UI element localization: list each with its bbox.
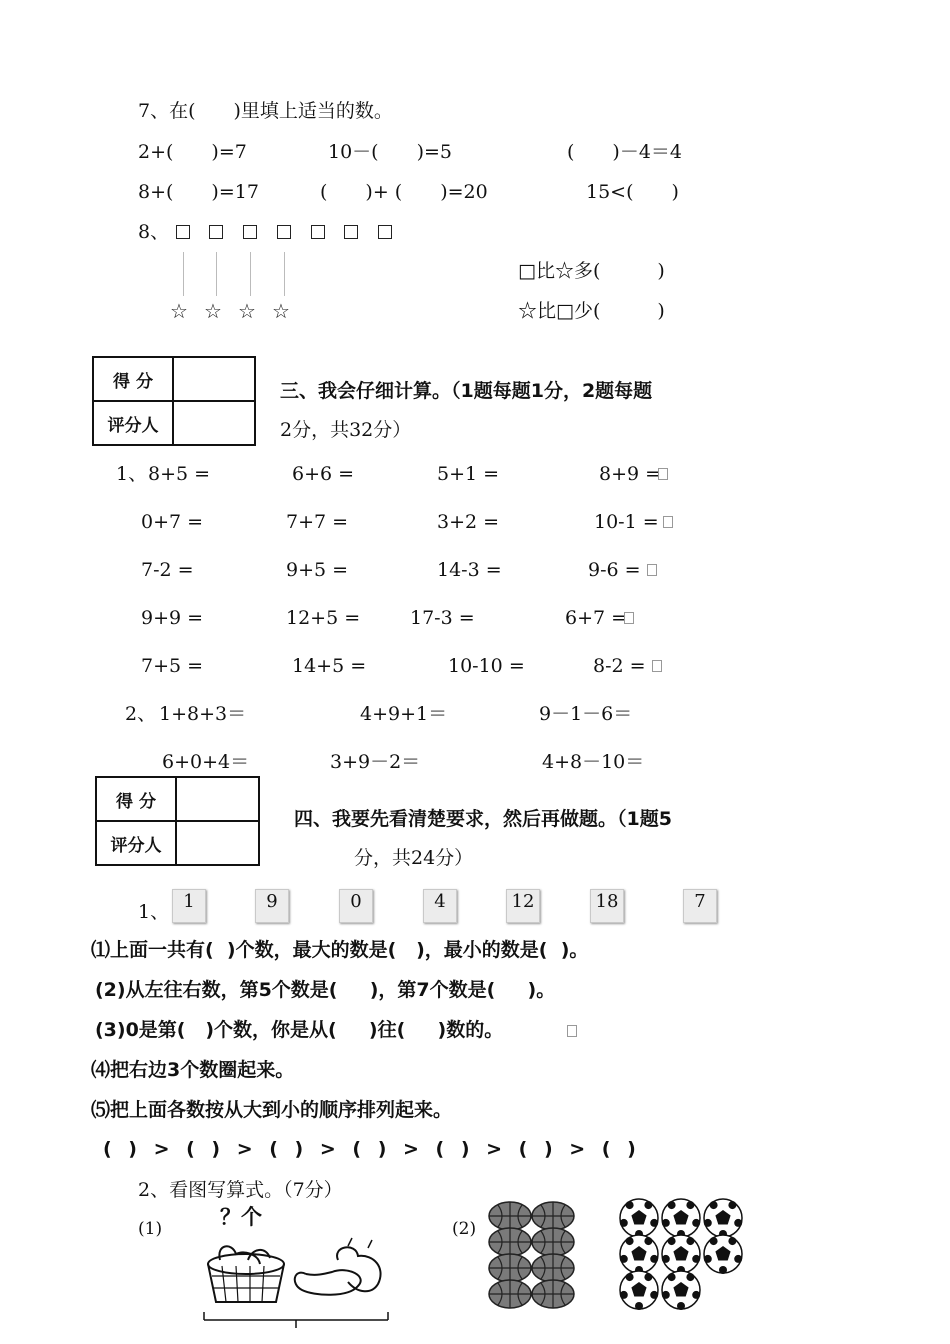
- calc-item: 4+8－10＝: [542, 751, 645, 773]
- basketball-icon: [532, 1228, 574, 1256]
- square-shape: [378, 225, 392, 239]
- calc-item: 14-3 =: [437, 559, 502, 581]
- soccer-ball-icon: [704, 1235, 742, 1274]
- grader-input-cell[interactable]: [177, 822, 258, 864]
- basketballs-illustration: [486, 1198, 586, 1310]
- calc-item: 6+7 =: [565, 607, 628, 629]
- q8-compare-2: ☆比□少( ): [518, 300, 665, 322]
- section3-title: 三、我会仔细计算。（1题每题1分，2题每题: [280, 380, 653, 402]
- basketball-icon: [532, 1254, 574, 1282]
- calc-item: 9+5 =: [286, 559, 349, 581]
- calc-item: 7+7 =: [286, 511, 349, 533]
- basketball-icon: [489, 1228, 531, 1256]
- calc-item: 3+9－2＝: [330, 751, 421, 773]
- grader-label: 评分人: [94, 402, 174, 444]
- score-input-cell[interactable]: [174, 358, 254, 402]
- q8-label: 8、: [138, 221, 170, 243]
- q7-eq: ( )+ ( )=20: [320, 181, 488, 203]
- score-box: [92, 356, 256, 446]
- placeholder-box: [663, 516, 673, 528]
- calc-item: 1+8+3＝: [159, 703, 247, 725]
- section4-p1-label: 1、: [138, 901, 170, 923]
- soccer-ball-icon: [662, 1199, 700, 1238]
- calc-item: 14+5 =: [292, 655, 367, 677]
- calc-item: 7+5 =: [141, 655, 204, 677]
- bracket-line: [204, 1312, 388, 1328]
- calc-item: 9－1－6＝: [539, 703, 633, 725]
- square-shape: [311, 225, 325, 239]
- calc-item: 6+6 =: [292, 463, 355, 485]
- basketball-icon: [489, 1254, 531, 1282]
- q7-eq: ( )－4＝4: [567, 141, 683, 163]
- calc-item: 12+5 =: [286, 607, 361, 629]
- number-card: 0: [339, 889, 373, 923]
- placeholder-box: [567, 1025, 577, 1037]
- calc-item: 5+1 =: [437, 463, 500, 485]
- q7-title: 7、在( )里填上适当的数。: [138, 100, 393, 122]
- soccer-ball-icon: [662, 1235, 700, 1274]
- calc-item: 8-2 =: [593, 655, 646, 677]
- star-icon: ☆: [170, 299, 188, 323]
- square-shape: [277, 225, 291, 239]
- basket-pears-illustration: [198, 1232, 398, 1340]
- soccer-ball-icon: [620, 1235, 658, 1274]
- star-icon: ☆: [238, 299, 256, 323]
- connector-line: [183, 252, 184, 296]
- section3-title-cont: 2分，共32分）: [280, 419, 412, 441]
- grader-input-cell[interactable]: [174, 402, 254, 444]
- calc-item: 7-2 =: [141, 559, 194, 581]
- calc-item: 0+7 =: [141, 511, 204, 533]
- square-shape: [243, 225, 257, 239]
- basket-icon: [208, 1264, 284, 1302]
- calc-item: 10-1 =: [594, 511, 659, 533]
- section4-title: 四、我要先看清楚要求，然后再做题。（1题5: [294, 808, 672, 830]
- picture-1-question: ？个: [220, 1205, 262, 1229]
- score-label: 得 分: [94, 358, 174, 402]
- q7-eq: 15<( ): [586, 181, 679, 203]
- basketball-icon: [489, 1202, 531, 1230]
- calc-item: 6+0+4＝: [162, 751, 250, 773]
- number-card: 12: [506, 889, 540, 923]
- order-answer-row: ( ) > ( ) > ( ) > ( ) > ( ) > ( ) > ( ): [103, 1138, 636, 1160]
- soccer-ball-icon: [704, 1199, 742, 1238]
- star-icon: ☆: [204, 299, 222, 323]
- section4-title-cont: 分，共24分）: [354, 847, 474, 869]
- basketball-icon: [532, 1280, 574, 1308]
- placeholder-box: [652, 660, 662, 672]
- number-card: 4: [423, 889, 457, 923]
- number-card: 7: [683, 889, 717, 923]
- placeholder-box: [647, 564, 657, 576]
- calc-item: 3+2 =: [437, 511, 500, 533]
- grader-label: 评分人: [97, 822, 177, 864]
- section3-p1-label: 1、: [116, 463, 148, 485]
- calc-item: 17-3 =: [410, 607, 475, 629]
- calc-item: 8+9 =: [599, 463, 662, 485]
- q8-compare-1: □比☆多( ): [518, 260, 665, 282]
- connector-line: [250, 252, 251, 296]
- section3-p2-label: 2、: [125, 703, 157, 725]
- sub-question-4: ⑷把右边3个数圈起来。: [91, 1059, 295, 1081]
- score-label: 得 分: [97, 778, 177, 822]
- star-icon: ☆: [272, 299, 290, 323]
- square-shape: [176, 225, 190, 239]
- calc-item: 4+9+1＝: [360, 703, 448, 725]
- soccer-ball-icon: [620, 1271, 658, 1310]
- score-input-cell[interactable]: [177, 778, 258, 822]
- soccer-balls-illustration: [614, 1198, 750, 1310]
- sub-question-5: ⑸把上面各数按从大到小的顺序排列起来。: [91, 1099, 453, 1121]
- placeholder-box: [658, 468, 668, 480]
- section4-p2-title: 2、看图写算式。（7分）: [138, 1179, 343, 1201]
- number-card: 1: [172, 889, 206, 923]
- picture-2-label: (2): [452, 1219, 477, 1239]
- square-shape: [209, 225, 223, 239]
- sub-question-3: (3)0是第( )个数，你是从( )往( )数的。: [95, 1019, 504, 1041]
- soccer-ball-icon: [620, 1199, 658, 1238]
- basketball-icon: [489, 1280, 531, 1308]
- q7-eq: 8+( )=17: [138, 181, 259, 203]
- sub-question-1: ⑴上面一共有( )个数，最大的数是( )，最小的数是( )。: [91, 939, 589, 961]
- square-shape: [344, 225, 358, 239]
- calc-item: 8+5 =: [148, 463, 211, 485]
- connector-line: [216, 252, 217, 296]
- calc-item: 9+9 =: [141, 607, 204, 629]
- placeholder-box: [624, 612, 634, 624]
- q7-eq: 2+( )=7: [138, 141, 247, 163]
- calc-item: 9-6 =: [588, 559, 641, 581]
- number-card: 9: [255, 889, 289, 923]
- soccer-ball-icon: [662, 1271, 700, 1310]
- sub-question-2: (2)从左往右数，第5个数是( )，第7个数是( )。: [95, 979, 556, 1001]
- basketball-icon: [532, 1202, 574, 1230]
- picture-1-label: (1): [138, 1219, 163, 1239]
- connector-line: [284, 252, 285, 296]
- score-box: [95, 776, 260, 866]
- number-card: 18: [590, 889, 624, 923]
- q7-eq: 10－( )=5: [328, 141, 453, 163]
- calc-item: 10-10 =: [448, 655, 525, 677]
- pear-icon: [295, 1270, 361, 1295]
